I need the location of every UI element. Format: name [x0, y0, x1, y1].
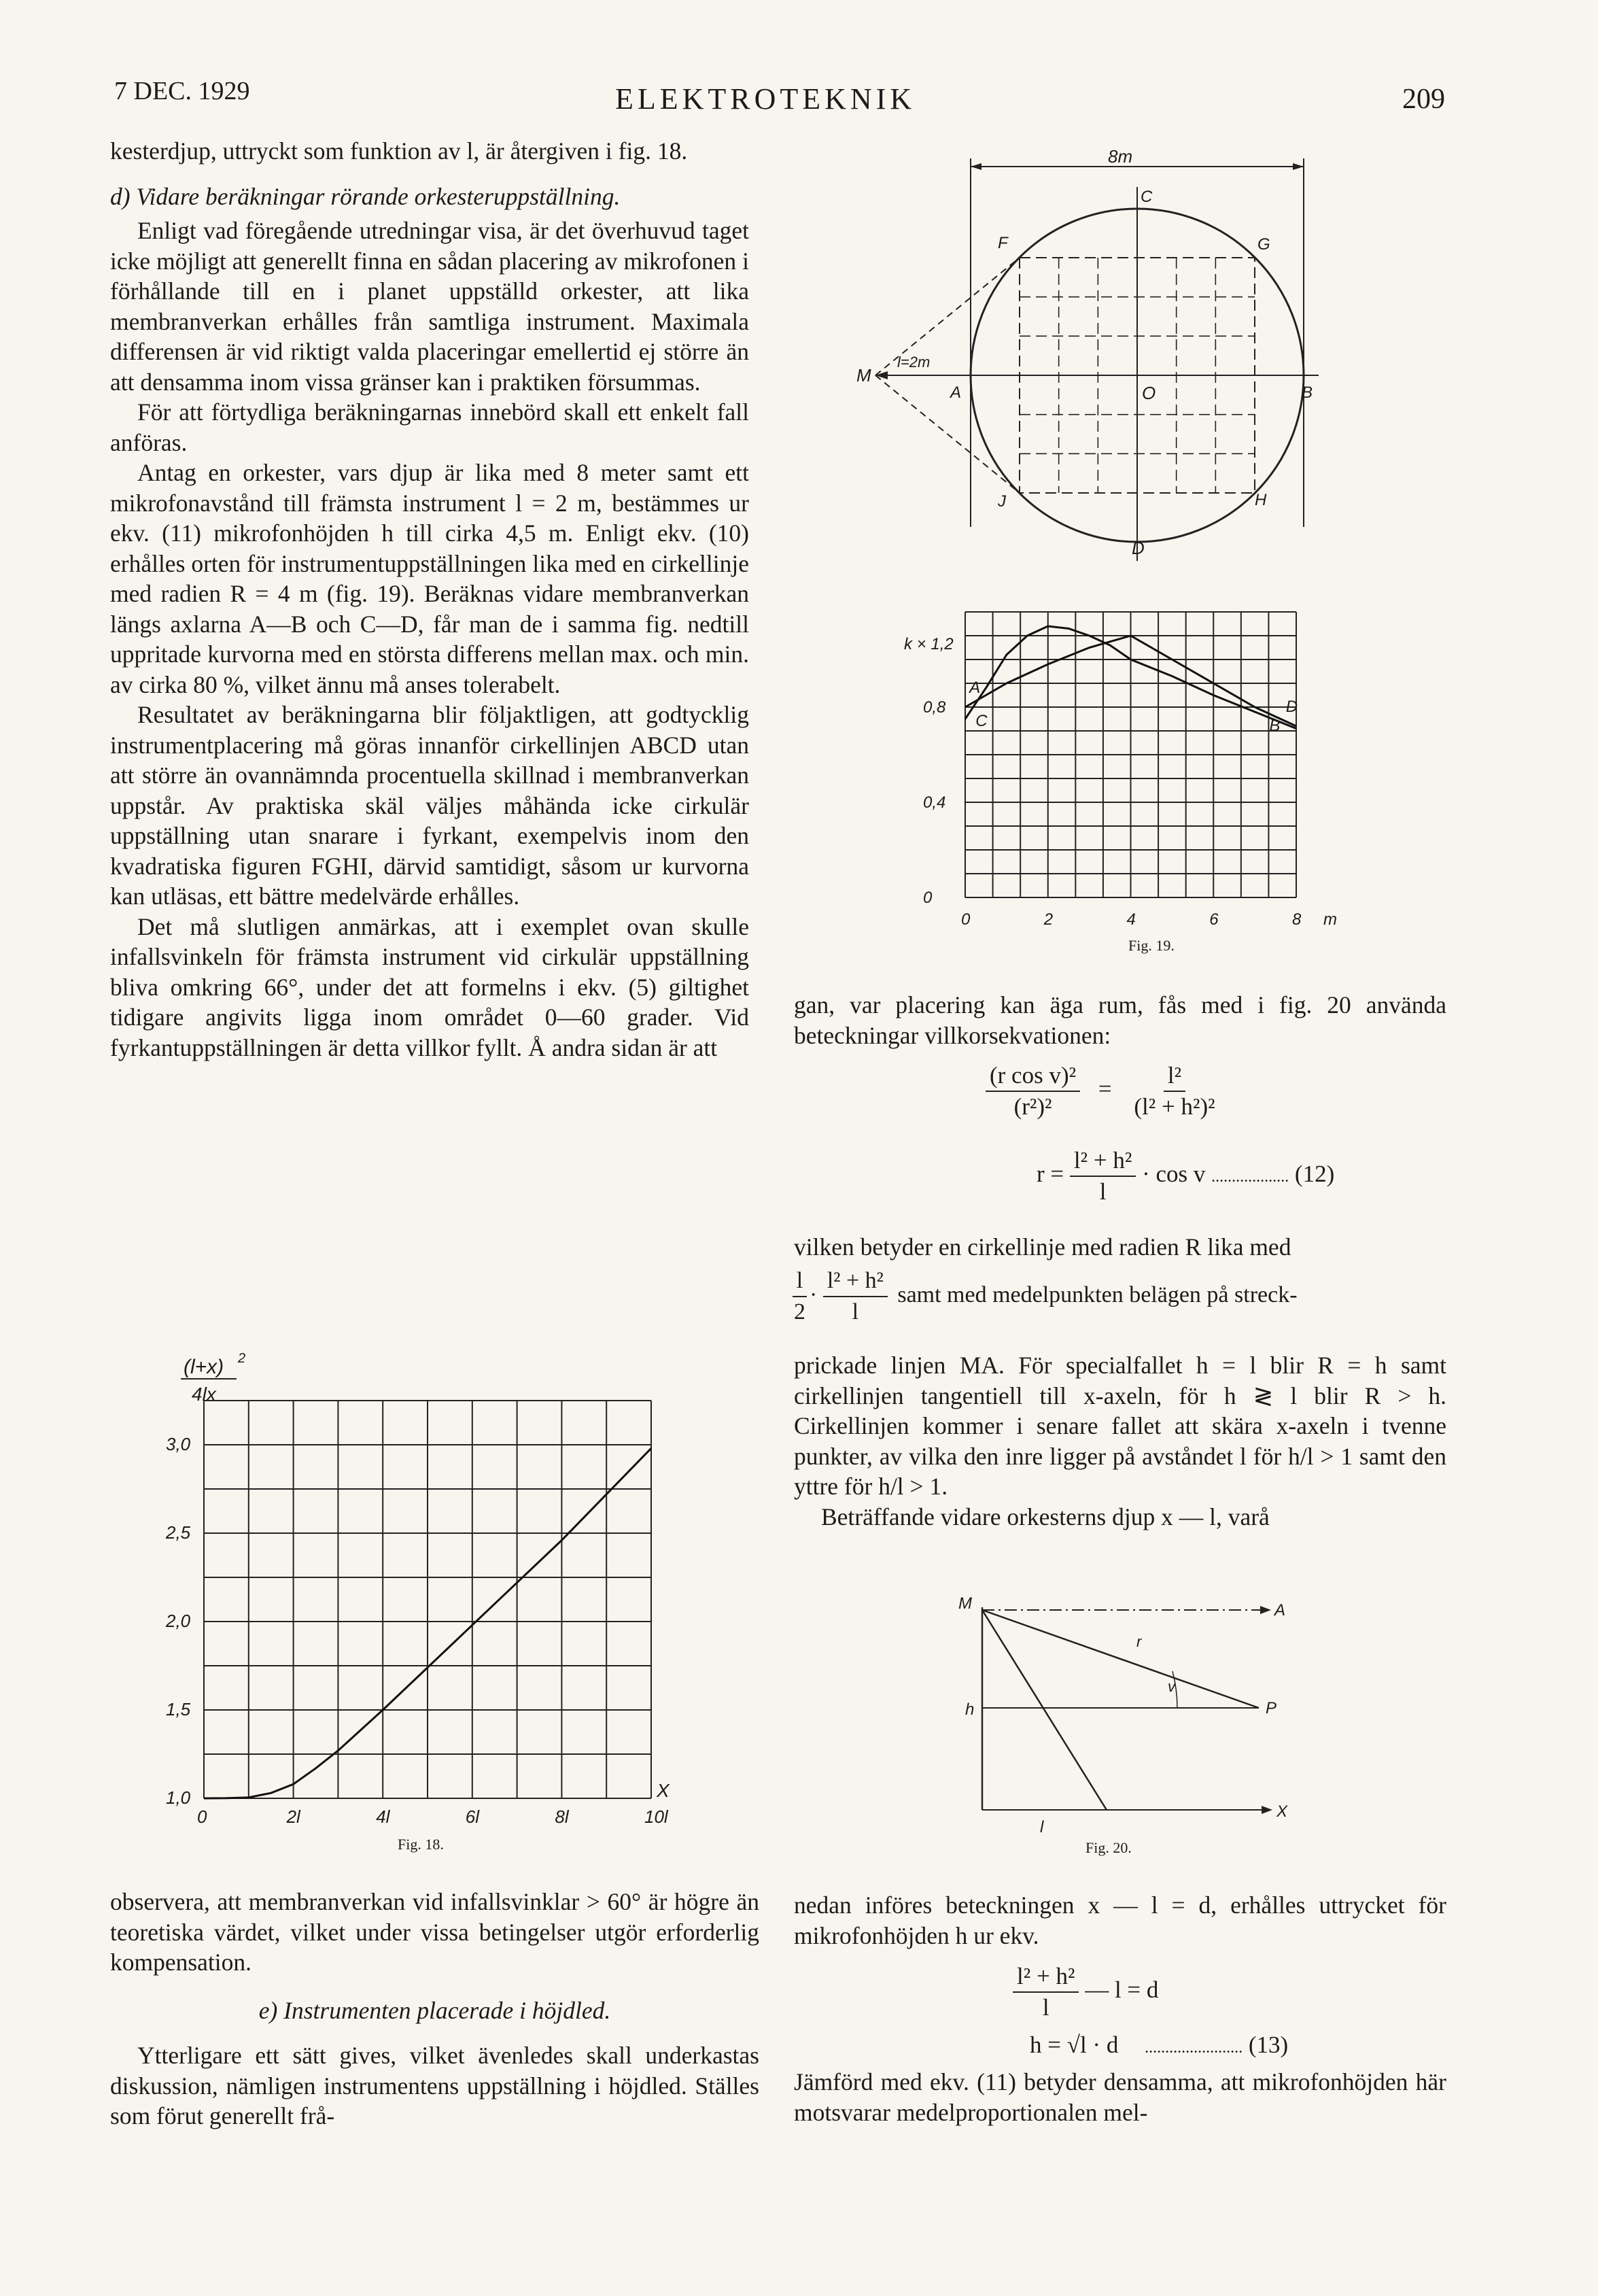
- equation-1: $\frac{\text{(r cos v)²}}{\text{(r²)²}}$ = $\frac{\text{l²}}{\text{(l² + h²)²}}$: [986, 1061, 1219, 1122]
- eq12-numerator: l² + h²: [1070, 1146, 1136, 1177]
- fig20-label-M: M: [958, 1594, 972, 1613]
- fig19-ylabel: k × 1,2: [904, 635, 954, 653]
- x-tick-label: 0: [197, 1806, 207, 1827]
- label-A: A: [950, 383, 962, 402]
- radius-frac2-den: l: [852, 1299, 859, 1324]
- radius-text: samt med medelpunkten belägen på streck-: [897, 1282, 1298, 1307]
- y-tick-label: 0: [923, 889, 933, 907]
- y-tick-label: 2,0: [166, 1611, 191, 1631]
- fig20-label-P: P: [1266, 1699, 1277, 1717]
- label-G: G: [1257, 235, 1270, 254]
- x-tick-label: 2: [1043, 910, 1054, 929]
- point-label: B: [1269, 717, 1281, 735]
- y-tick-label: 0,4: [923, 793, 946, 812]
- fig19-diagram: [822, 146, 1339, 568]
- right-paragraph: vilken betyder en cirkellinje med radien R lika med: [794, 1233, 1291, 1261]
- fig18-ylabel-num: (l+x): [184, 1356, 224, 1378]
- fig20-label-l: l: [1040, 1818, 1044, 1836]
- label-F: F: [998, 234, 1008, 252]
- fig20-label-h: h: [965, 1700, 975, 1719]
- header-page-number: 209: [1402, 84, 1445, 115]
- eq-d-rest: — l = d: [1085, 1976, 1159, 2004]
- paragraph: Det må slutligen anmärkas, att i exemplet ovan skulle infallsvinkeln för främsta instrument vid cirkulär uppställning bliva omkring 66°, under det att formelns i ekv. (5) giltighet tidigare angivits ligga inom området 0—60 grader. Vid fyrkantuppställningen är detta villkor fyllt. Å andra sidan är att: [110, 912, 749, 1061]
- x-axis-label: X: [657, 1780, 670, 1801]
- section-heading-e: e) Instrumenten placerade i höjdled.: [258, 1996, 611, 2024]
- eq12-dots: ...................: [1211, 1168, 1289, 1186]
- right-paragraph: Jämförd med ekv. (11) betyder densamma, att mikrofonhöjden här motsvarar medelproportionalen mel-: [794, 2068, 1446, 2126]
- label-H: H: [1255, 491, 1267, 509]
- radius-frac1-num: l: [793, 1266, 807, 1297]
- x-tick-label: 4l: [376, 1806, 390, 1827]
- y-tick-label: 2,5: [166, 1522, 191, 1543]
- y-tick-label: 0,8: [923, 698, 946, 717]
- eq12-lhs: r =: [1037, 1161, 1064, 1188]
- label-O: O: [1142, 383, 1156, 403]
- fig20-label-r: r: [1136, 1633, 1142, 1650]
- fig19-chart: [890, 598, 1353, 945]
- x-axis-label: m: [1323, 910, 1337, 929]
- x-tick-label: 6: [1209, 910, 1219, 929]
- paragraph: observera, att membranverkan vid infallsvinklar > 60° är högre än teoretiska värdet, vilket under vissa betingelser utgör erforderlig kompensation.: [110, 1888, 759, 1976]
- eq13-body: h = √l · d: [1030, 2032, 1119, 2058]
- eq-d-numerator: l² + h²: [1013, 1961, 1079, 1993]
- header-date: 7 DEC. 1929: [114, 77, 250, 105]
- right-column-mid: [794, 1350, 1446, 1532]
- paragraph: Enligt vad föregående utredningar visa, är det överhuvud taget icke möjligt att generellt finna en sådan placering av mikrofonen i förhållande till en i planet uppställd orkester, att lika membranverkan erhålles från samtliga instrument. Maximala differensen är vid riktigt valda placeringar emellertid ej större än att densamma inom vissa gränser kan i praktiken försummas.: [110, 217, 749, 396]
- section-heading-d: d) Vidare beräkningar rörande orkesteruppställning.: [110, 182, 621, 210]
- eq1-left-numerator: (r cos v)²: [986, 1061, 1080, 1092]
- fig18-ylabel-exp: 2: [238, 1353, 246, 1366]
- y-tick-label: 1,0: [166, 1787, 191, 1808]
- eq1-right-numerator: l²: [1164, 1061, 1185, 1092]
- eq13-number: (13): [1248, 2032, 1289, 2058]
- left-column-upper: [110, 136, 749, 1063]
- eq12-cos: · cos v: [1142, 1161, 1206, 1188]
- eq12-denominator: l: [1099, 1178, 1107, 1205]
- fig20-label-X: X: [1276, 1802, 1288, 1821]
- fig20-caption: Fig. 20.: [1085, 1839, 1132, 1856]
- fig20-diagram: [952, 1591, 1305, 1836]
- right-paragraph: nedan införes beteckningen x — l = d, erhålles uttrycket för mikrofonhöjden h ur ekv.: [794, 1891, 1446, 1949]
- x-tick-label: 8: [1292, 910, 1302, 929]
- fig19-caption: Fig. 19.: [1128, 937, 1175, 954]
- radius-expression: $\frac{l}{2}$ · $\frac{\text{l² + h²}}{l}$ samt med medelpunkten belägen på streck-: [790, 1266, 1298, 1327]
- paragraph: prickade linjen MA. För specialfallet h = l blir R = h samt cirkellinjen tangentiell till x-axeln, för h ≷ l blir R > h. Cirkellinjen kommer i senare fallet att skära x-axeln i tvenne punkter, av vilka den inre ligger på avståndet l för h/l > 1 samt den yttre för h/l > 1.: [794, 1352, 1446, 1500]
- paragraph: Ytterligare ett sätt gives, vilket ävenledes skall underkastas diskussion, nämligen instrumentens uppställning i höjdled. Ställes som förut generellt frå-: [110, 2042, 759, 2129]
- radius-frac1-den: 2: [794, 1299, 805, 1324]
- dist-label: l=2m: [897, 354, 931, 371]
- label-D: D: [1132, 538, 1145, 558]
- paragraph: Beträffande vidare orkesterns djup x — l, varå: [821, 1503, 1270, 1530]
- y-tick-label: 3,0: [166, 1434, 191, 1454]
- point-label: D: [1285, 698, 1298, 716]
- fig20-label-A: A: [1274, 1601, 1286, 1620]
- fig18-ylabel: [181, 1353, 245, 1405]
- paragraph: För att förtydliga beräkningarnas innebörd skall ett enkelt fall anföras.: [110, 398, 749, 456]
- fig20-label-v: v: [1168, 1678, 1175, 1695]
- paragraph: Resultatet av beräkningarna blir följaktligen, att godtycklig instrumentplacering må göras innanför cirkellinjen ABCD utan att större än ovannämnda procentuella skillnad i membranverkan uppstår. Av praktiska skäl väljes måhända icke cirkulär uppställning utan snarare i fyrkant, exempelvis inom den kvadratiska figuren FGHI, därvid samtidigt, såsom ur kurvorna kan utläsas, ett bättre medelvärde erhålles.: [110, 701, 749, 910]
- x-tick-label: 2l: [286, 1806, 300, 1827]
- eq1-right-denominator: (l² + h²)²: [1134, 1093, 1215, 1120]
- y-tick-label: 1,5: [166, 1699, 191, 1719]
- eq13-dots: ........................: [1145, 2039, 1243, 2057]
- fig18-caption: Fig. 18.: [398, 1836, 444, 1853]
- x-tick-label: 0: [961, 910, 971, 929]
- left-column-lower: [110, 1887, 759, 2131]
- eq12-number: (12): [1294, 1161, 1335, 1188]
- point-label: C: [975, 712, 988, 730]
- x-tick-label: 6l: [465, 1806, 480, 1827]
- eq-d-denominator: l: [1042, 1994, 1049, 2021]
- eq1-left-denominator: (r²)²: [1013, 1093, 1052, 1120]
- equation-13: [1030, 2032, 1288, 2059]
- label-M: M: [856, 365, 871, 385]
- equation-d: [1013, 1961, 1158, 2023]
- x-tick-label: 10l: [644, 1806, 668, 1827]
- x-tick-label: 4: [1126, 910, 1136, 929]
- label-B: B: [1302, 383, 1313, 402]
- dim-label: 8m: [1108, 146, 1133, 167]
- right-paragraph: gan, var placering kan äga rum, fås med i fig. 20 använda beteckningar villkorsekvationen:: [794, 991, 1446, 1049]
- equation-12: [1037, 1146, 1334, 1207]
- label-C: C: [1141, 188, 1153, 206]
- label-J: J: [998, 492, 1006, 511]
- x-tick-label: 8l: [555, 1806, 569, 1827]
- paragraph: kesterdjup, uttryckt som funktion av l, är återgiven i fig. 18.: [110, 137, 688, 165]
- paragraph: Antag en orkester, vars djup är lika med 8 meter samt ett mikrofonavstånd till främsta instrument l = 2 m, bestämmes ur ekv. (11) mikrofonhöjden h till cirka 4,5 m. Enligt ekv. (10) erhålles orten för instrumentuppställningen lika med en cirkellinje med radien R = 4 m (fig. 19). Beräknas vidare membranverkan längs axlarna A—B och C—D, får man de i samma fig. nedtill uppritade kurvorna med en största differens mellan max. och min. av cirka 80 %, vilket ännu må anses tolerabelt.: [110, 459, 749, 698]
- point-label: A: [969, 679, 981, 697]
- fig18-ylabel-den: 4lx: [192, 1384, 216, 1405]
- fig18-chart: [156, 1353, 748, 1829]
- radius-frac2-num: l² + h²: [823, 1266, 888, 1297]
- header-journal: ELEKTROTEKNIK: [615, 82, 916, 116]
